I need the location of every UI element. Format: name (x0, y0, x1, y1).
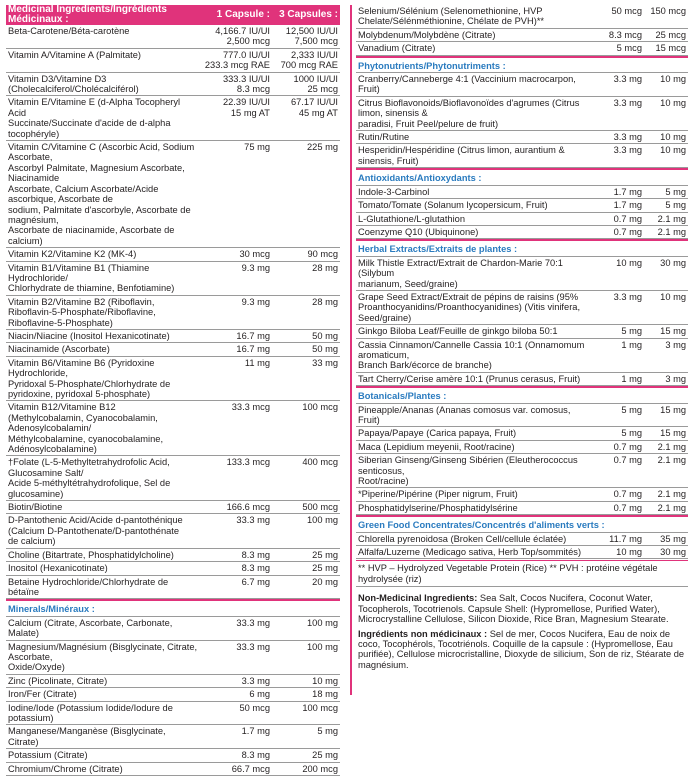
ingredient-row (356, 373, 688, 386)
herbal-list (356, 257, 688, 386)
ingredient-row (6, 357, 340, 402)
ingredient-name: Niacin/Niacine (Inositol Hexanicotinate) (8, 330, 170, 341)
amount-one-capsule: 0.7 mg (613, 213, 642, 224)
ingredient-row (356, 488, 688, 501)
hvp-note: ** HVP – Hydrolyzed Vegetable Protein (Rice) ** PVH : protéine végétale hydrolysée (riz) (356, 560, 688, 587)
ingredient-row (6, 262, 340, 296)
ingredient-name: Grape Seed Extract/Extrait de pépins de raisins (95% Proanthocyanidins/Proanthocyanidines) (Vitis vinifera, Seed/graine) (358, 291, 581, 323)
ingredient-name: Indole-3-Carbinol (358, 186, 430, 197)
ingredient-name: Vitamin A/Vitamine A (Palmitate) (8, 49, 141, 60)
ingredient-row (6, 296, 340, 330)
amount-one-capsule: 50 mcg (611, 6, 642, 16)
ingredient-name: Manganese/Manganèse (Bisglycinate, Citrate) (8, 726, 166, 747)
left-column (6, 5, 340, 776)
ingredient-name: Vitamin K2/Vitamine K2 (MK-4) (8, 249, 137, 260)
ingredient-name: Maca (Lepidium meyenii, Root/racine) (358, 441, 515, 452)
amount-one-capsule: 333.3 IU/UI 8.3 mcg (222, 73, 270, 95)
amount-three-capsules: 10 mg (660, 97, 686, 108)
ingredient-name: Betaine Hydrochloride/Chlorhydrate de bétaïne (8, 576, 169, 597)
amount-one-capsule: 33.3 mg (236, 641, 270, 652)
non-medicinal-ingredients-fr (356, 627, 688, 673)
amount-one-capsule: 16.7 mg (236, 330, 270, 341)
amount-one-capsule: 5 mg (621, 326, 642, 337)
ingredient-name: Chlorella pyrenoidosa (Broken Cell/cellule éclatée) (358, 533, 567, 544)
ingredient-name: Milk Thistle Extract/Extrait de Chardon-Marie 70:1 (Silybum marianum, Seed/graine) (358, 257, 563, 289)
amount-three-capsules: 3 mg (665, 339, 686, 350)
amount-one-capsule: 4,166.7 IU/UI 2,500 mcg (215, 26, 270, 47)
amount-one-capsule: 30 mcg (239, 249, 270, 260)
ingredient-row (356, 97, 688, 131)
amount-one-capsule: 8.3 mg (241, 563, 270, 574)
amount-one-capsule: 3.3 mg (613, 145, 642, 156)
amount-three-capsules: 2.1 mg (657, 455, 686, 466)
phyto-section-title: Phytonutrients/Phytonutriments : (356, 56, 688, 73)
ingredient-row (6, 49, 340, 73)
amount-three-capsules: 25 mg (312, 549, 338, 560)
ingredient-row (356, 404, 688, 428)
ingredient-row (6, 330, 340, 343)
vitamins-list (6, 25, 340, 599)
ingredient-row (6, 725, 340, 749)
ingredient-row (6, 763, 340, 776)
amount-three-capsules: 150 mcg (650, 6, 686, 16)
amount-one-capsule: 1 mg (621, 339, 642, 350)
amount-three-capsules: 500 mcg (302, 502, 338, 513)
ingredient-row (6, 141, 340, 248)
ingredient-row (6, 641, 340, 675)
ingredient-row (356, 144, 688, 168)
amount-one-capsule: 5 mg (621, 404, 642, 415)
ingredient-name: Niacinamide (Ascorbate) (8, 344, 110, 355)
ingredient-name: Pineapple/Ananas (Ananas comosus var. comosus, Fruit) (358, 404, 571, 425)
amount-three-capsules: 33 mg (312, 357, 338, 368)
ingredient-row (356, 533, 688, 546)
ingredient-name: Papaya/Papaye (Carica papaya, Fruit) (358, 428, 517, 439)
amount-one-capsule: 166.6 mcg (226, 502, 270, 513)
ingredient-row (6, 617, 340, 641)
amount-three-capsules: 50 mg (312, 344, 338, 355)
ingredient-name: Vitamin B1/Vitamine B1 (Thiamine Hydrochloride/ Chlorhydrate de thiamine, Benfotiamine) (8, 262, 175, 294)
ingredient-name: Vitamin E/Vitamine E (d-Alpha Tocopheryl Acid Succinate/Succinate d'acide de d-alpha tocophéryle) (8, 97, 181, 139)
ingredient-row (356, 291, 688, 325)
non-med-fr-text: Sel de mer, Cocos Nucifera, Eau de noix de coco, Tocophérols, Tocotriénols. Coquille de la capsule : (Hypromellose, Eau purifiée), Cellulose microcristalline, Dioxyde de silicium, Son de riz, Stéarate de magnésium. (358, 628, 685, 670)
ingredient-row (356, 226, 688, 239)
table-header (6, 5, 340, 25)
ingredient-name: Cassia Cinnamon/Cannelle Cassia 10:1 (Onnamomum aromaticum, Branch Bark/écorce de branche) (358, 339, 585, 371)
ingredient-row (356, 42, 688, 55)
amount-one-capsule: 16.7 mg (236, 344, 270, 355)
ingredient-name: Chromium/Chrome (Citrate) (8, 763, 123, 774)
amount-one-capsule: 133.3 mcg (226, 457, 270, 468)
ingredient-name: Siberian Ginseng/Ginseng Sibérien (Eleutherococcus senticosus, Root/racine) (358, 455, 578, 487)
amount-one-capsule: 6.7 mg (241, 576, 270, 587)
amount-one-capsule: 9.3 mg (241, 296, 270, 307)
amount-one-capsule: 50 mcg (239, 702, 270, 713)
header-ingredients: Medicinal Ingredients/Ingrédients Médicinaux : (8, 3, 167, 25)
ingredient-name: D-Pantothenic Acid/Acide d-pantothénique (Calcium D-Pantothenate/D-pantothénate de calcium) (8, 515, 183, 547)
amount-one-capsule: 3.3 mg (241, 675, 270, 686)
ingredient-name: *Piperine/Pipérine (Piper nigrum, Fruit) (358, 489, 518, 500)
non-medicinal-ingredients (356, 591, 688, 626)
amount-three-capsules: 15 mg (660, 428, 686, 439)
amount-three-capsules: 67.17 IU/UI 45 mg AT (290, 97, 338, 118)
ingredient-row (356, 186, 688, 199)
amount-three-capsules: 3 mg (665, 373, 686, 384)
non-med-fr-label: Ingrédients non médicinaux : (358, 628, 488, 639)
amount-one-capsule: 1.7 mg (613, 186, 642, 197)
ingredient-name: Tart Cherry/Cerise amère 10:1 (Prunus cerasus, Fruit) (358, 373, 581, 384)
ingredient-row (356, 131, 688, 144)
amount-one-capsule: 0.7 mg (613, 455, 642, 466)
ingredient-name: Hesperidin/Hespéridine (Citrus limon, aurantium & sinensis, Fruit) (358, 145, 565, 166)
amount-one-capsule: 11 mg (244, 357, 270, 368)
amount-three-capsules: 12,500 IU/UI 7,500 mcg (285, 26, 338, 47)
ingredient-row (356, 546, 688, 559)
amount-one-capsule: 0.7 mg (613, 489, 642, 500)
amount-three-capsules: 10 mg (312, 675, 338, 686)
ingredient-name: Rutin/Rutine (358, 132, 410, 143)
amount-one-capsule: 777.0 IU/UI 233.3 mcg RAE (204, 49, 270, 71)
ingredient-row (6, 549, 340, 562)
amount-one-capsule: 0.7 mg (613, 441, 642, 452)
amount-one-capsule: 66.7 mcg (231, 763, 270, 774)
amount-one-capsule: 5 mg (621, 428, 642, 439)
ingredient-row (6, 401, 340, 456)
amount-three-capsules: 2.1 mg (657, 213, 686, 224)
ingredient-name: Cranberry/Canneberge 4:1 (Vaccinium macrocarpon, Fruit) (358, 74, 576, 95)
amount-one-capsule: 10 mg (616, 547, 642, 558)
minerals-list (6, 617, 340, 776)
ingredient-name: Vitamin D3/Vitamine D3 (Cholecalciferol/Cholécalciférol) (8, 73, 139, 95)
amount-one-capsule: 0.7 mg (613, 226, 642, 237)
amount-one-capsule: 6 mg (249, 689, 270, 700)
amount-three-capsules: 2.1 mg (657, 489, 686, 500)
ingredient-name: Potassium (Citrate) (8, 750, 88, 761)
ingredient-row (356, 257, 688, 291)
ingredient-row (6, 96, 340, 141)
ingredient-name: Vitamin B12/Vitamine B12 (Methylcobalamin, Cyanocobalamin, Adenosylcobalamin/ Méthylcobalamine, cyanocobalamine, Adénosylcobalamine) (8, 402, 164, 455)
amount-three-capsules: 28 mg (312, 296, 338, 307)
amount-three-capsules: 35 mg (660, 533, 686, 544)
header-three-capsules: 3 Capsules : (279, 8, 338, 20)
ingredient-row (356, 502, 688, 515)
amount-three-capsules: 90 mcg (307, 249, 338, 260)
ingredient-row (356, 213, 688, 226)
ingredient-row (6, 749, 340, 762)
amount-three-capsules: 30 mg (660, 257, 686, 268)
amount-three-capsules: 100 mcg (302, 402, 338, 413)
amount-three-capsules: 25 mcg (655, 29, 686, 40)
ingredient-name: Alfalfa/Luzerne (Medicago sativa, Herb Top/sommités) (358, 547, 582, 558)
amount-one-capsule: 10 mg (616, 257, 642, 268)
amount-three-capsules: 20 mg (312, 576, 338, 587)
ingredient-row (6, 25, 340, 49)
amount-one-capsule: 8.3 mg (241, 750, 270, 761)
amount-three-capsules: 1000 IU/UI 25 mcg (293, 73, 338, 95)
ingredient-row (6, 562, 340, 575)
amount-three-capsules: 10 mg (660, 145, 686, 156)
ingredient-name: Tomato/Tomate (Solanum lycopersicum, Fruit) (358, 200, 548, 211)
botanicals-section-title: Botanicals/Plantes : (356, 386, 688, 403)
ingredient-name: Biotin/Biotine (8, 502, 63, 513)
trace-minerals-list (356, 5, 688, 56)
amount-three-capsules: 10 mg (660, 291, 686, 302)
amount-three-capsules: 28 mg (312, 262, 338, 273)
ingredient-name: Choline (Bitartrate, Phosphatidylcholine) (8, 549, 174, 560)
amount-three-capsules: 5 mg (665, 200, 686, 211)
amount-three-capsules: 18 mg (312, 689, 338, 700)
amount-one-capsule: 5 mcg (616, 43, 642, 54)
ingredient-row (356, 454, 688, 488)
ingredient-row (6, 343, 340, 356)
amount-one-capsule: 33.3 mg (236, 617, 270, 628)
green-list (356, 533, 688, 560)
amount-one-capsule: 11.7 mg (609, 533, 642, 544)
ingredient-name: Iron/Fer (Citrate) (8, 689, 77, 700)
amount-three-capsules: 30 mg (660, 547, 686, 558)
minerals-section-title: Minerals/Minéraux : (6, 599, 340, 616)
ingredient-row (356, 29, 688, 42)
non-med-text: Sea Salt, Cocos Nucifera, Coconut Water, Tocopherols, Tocotrienols. Capsule Shell: (Hypromellose, Purified Water), Microcrystalline Cellulose, Silicon Dioxide, Rice Bran, Magnesium Stearate. (358, 593, 669, 625)
ingredient-row (6, 514, 340, 548)
amount-three-capsules: 25 mg (312, 750, 338, 761)
green-section-title: Green Food Concentrates/Concentrés d'aliments verts : (356, 515, 688, 532)
ingredient-row (6, 702, 340, 726)
antiox-list (356, 186, 688, 240)
amount-one-capsule: 1.7 mg (241, 726, 270, 737)
ingredient-name: Vitamin B6/Vitamine B6 (Pyridoxine Hydrochloride, Pyridoxal 5-Phosphate/Chlorhydrate de pyridoxine, pyridoxal 5-phosphate) (8, 357, 171, 399)
amount-three-capsules: 100 mg (306, 515, 338, 526)
non-med-label: Non-Medicinal Ingredients: (358, 593, 478, 604)
ingredient-name: Vitamin B2/Vitamine B2 (Riboflavin, Riboflavin-5-Phosphate/Riboflavine, Riboflavine-5-Phosphate) (8, 296, 156, 328)
amount-one-capsule: 3.3 mg (613, 132, 642, 143)
ingredient-name: Iodine/Iode (Potassium Iodide/Iodure de potassium) (8, 702, 173, 723)
phyto-list (356, 73, 688, 168)
ingredient-name: Citrus Bioflavonoids/Bioflavonoïdes d'agrumes (Citrus limon, sinensis & paradisi, Fruit Peel/pelure de fruit) (358, 97, 580, 129)
amount-three-capsules: 15 mg (660, 404, 686, 415)
ingredient-row (6, 576, 340, 600)
amount-one-capsule: 75 mg (244, 142, 270, 153)
amount-three-capsules: 5 mg (665, 186, 686, 197)
amount-three-capsules: 10 mg (660, 74, 686, 85)
ingredient-name: Beta-Carotene/Béta-carotène (8, 26, 130, 36)
ingredient-name: †Folate (L-5-Methyltetrahydrofolic Acid, Glucosamine Salt/ Acide 5-méthyltétrahydrofolique, Sel de glucosamine) (8, 457, 171, 499)
ingredient-name: Zinc (Picolinate, Citrate) (8, 675, 108, 686)
ingredient-name: Molybdenum/Molybdène (Citrate) (358, 29, 496, 40)
amount-one-capsule: 3.3 mg (613, 291, 642, 302)
header-one-capsule: 1 Capsule : (216, 8, 270, 20)
botanicals-list (356, 404, 688, 516)
ingredient-row (6, 456, 340, 501)
amount-three-capsules: 10 mg (660, 132, 686, 143)
ingredient-row (6, 248, 340, 261)
amount-one-capsule: 1 mg (621, 373, 642, 384)
ingredient-name: Phosphatidylserine/Phosphatidylsérine (358, 502, 518, 513)
amount-three-capsules: 100 mg (306, 641, 338, 652)
ingredient-row (356, 441, 688, 454)
ingredient-row (6, 73, 340, 97)
ingredient-name: Calcium (Citrate, Ascorbate, Carbonate, Malate) (8, 617, 173, 639)
amount-one-capsule: 0.7 mg (613, 502, 642, 513)
antiox-section-title: Antioxidants/Antioxydants : (356, 168, 688, 185)
amount-three-capsules: 5 mg (317, 726, 338, 737)
ingredient-row (356, 199, 688, 212)
ingredient-row (356, 325, 688, 338)
amount-one-capsule: 8.3 mcg (608, 29, 642, 40)
right-column (356, 5, 688, 672)
amount-three-capsules: 50 mg (312, 330, 338, 341)
ingredient-name: Vitamin C/Vitamine C (Ascorbic Acid, Sodium Ascorbate, Ascorbyl Palmitate, Magnesium Ascorbate, Niacinamide Ascorbate, Calcium Ascorbate/Acide ascorbique, Ascorbate de sodium, Palmitate d'ascorbyle, Ascorbate de magnésium, Ascorbate de niacinamide, Ascorbate de calcium) (8, 142, 195, 246)
ingredient-row (356, 5, 688, 29)
amount-one-capsule: 33.3 mcg (231, 402, 270, 413)
amount-one-capsule: 8.3 mg (241, 549, 270, 560)
amount-three-capsules: 100 mcg (302, 702, 338, 713)
amount-one-capsule: 1.7 mg (613, 200, 642, 211)
amount-three-capsules: 15 mcg (655, 43, 686, 54)
ingredient-name: Coenzyme Q10 (Ubiquinone) (358, 226, 479, 237)
herbal-section-title: Herbal Extracts/Extraits de plantes : (356, 239, 688, 256)
ingredient-row (356, 73, 688, 97)
amount-three-capsules: 2,333 IU/UI 700 mcg RAE (280, 49, 338, 71)
amount-one-capsule: 3.3 mg (613, 97, 642, 108)
amount-one-capsule: 9.3 mg (241, 262, 270, 273)
amount-three-capsules: 400 mcg (302, 457, 338, 468)
ingredient-name: Vanadium (Citrate) (358, 43, 436, 54)
ingredient-row (356, 339, 688, 373)
amount-one-capsule: 33.3 mg (236, 515, 270, 526)
amount-three-capsules: 2.1 mg (657, 441, 686, 452)
amount-three-capsules: 200 mcg (302, 763, 338, 774)
ingredient-name: Magnesium/Magnésium (Bisglycinate, Citrate, Ascorbate, Oxide/Oxyde) (8, 641, 198, 673)
amount-three-capsules: 25 mg (312, 563, 338, 574)
amount-three-capsules: 2.1 mg (657, 502, 686, 513)
ingredient-name: Selenium/Sélénium (Selenomethionine, HVP Chelate/Sélénméthionine, Chélate de PVH)** (358, 6, 545, 27)
amount-three-capsules: 100 mg (306, 617, 338, 628)
amount-three-capsules: 15 mg (660, 326, 686, 337)
amount-one-capsule: 22.39 IU/UI 15 mg AT (222, 97, 270, 118)
ingredient-name: L-Glutathione/L-glutathion (358, 213, 465, 224)
amount-three-capsules: 2.1 mg (657, 226, 686, 237)
amount-three-capsules: 225 mg (306, 142, 338, 153)
amount-one-capsule: 3.3 mg (613, 74, 642, 85)
ingredient-row (356, 427, 688, 440)
ingredient-row (6, 675, 340, 688)
ingredient-name: Inositol (Hexanicotinate) (8, 563, 108, 574)
ingredient-row (6, 501, 340, 514)
column-divider (350, 5, 352, 695)
ingredient-name: Ginkgo Biloba Leaf/Feuille de ginkgo biloba 50:1 (358, 326, 558, 337)
